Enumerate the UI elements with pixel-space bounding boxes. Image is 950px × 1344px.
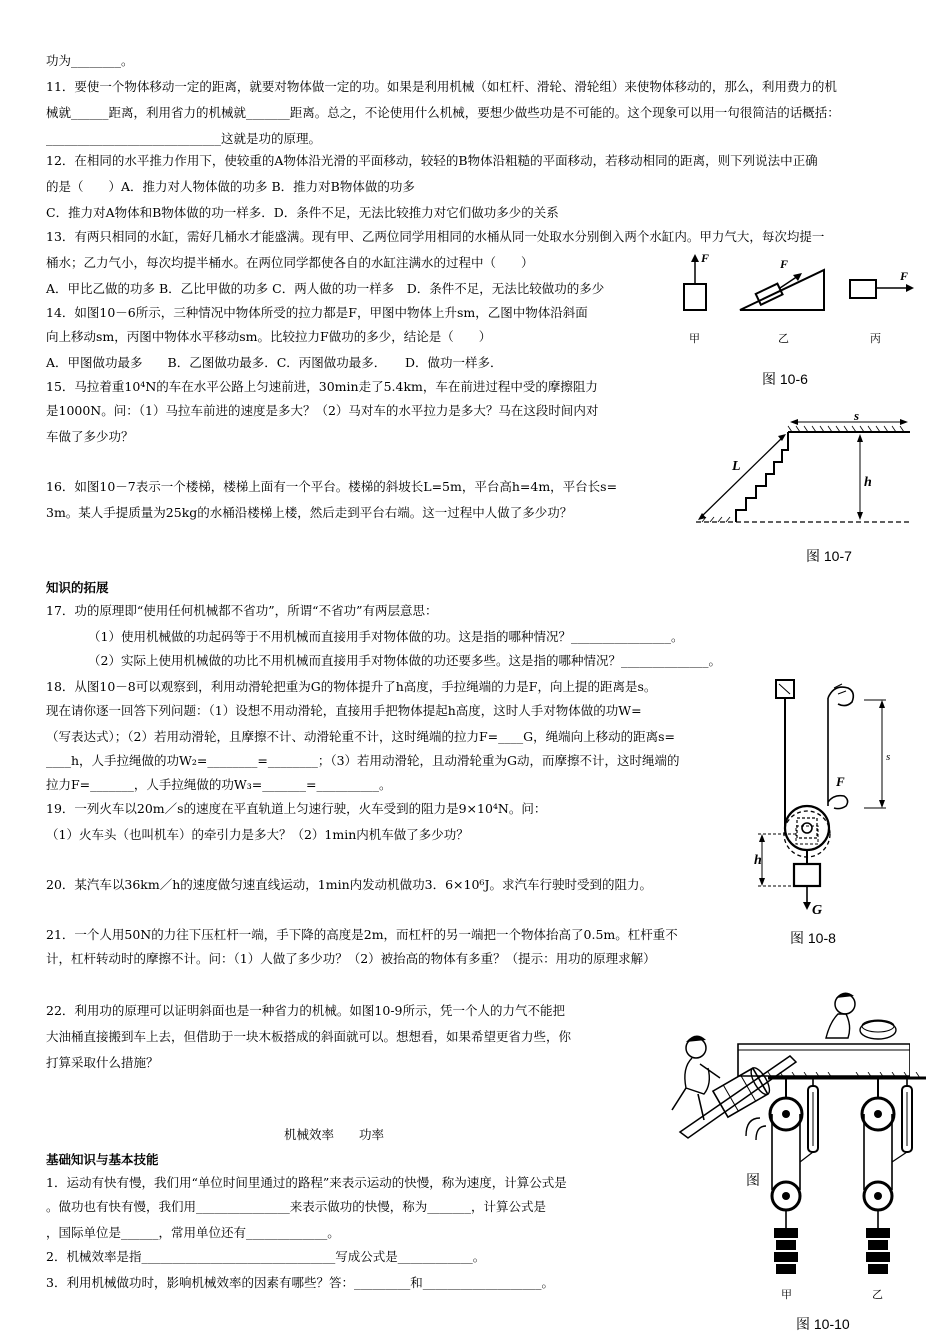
dimension-label-s: s	[886, 751, 891, 763]
question-11: 11．要使一个物体移动一定的距离，就要对物体做一定的功。如果是利用机械（如杠杆、滑轮、滑轮组）来使物体移动的，那么，利用费力的机	[46, 79, 837, 94]
section-heading: 基础知识与基本技能	[46, 1152, 159, 1167]
question-16: 16．如图10－7表示一个楼梯，楼梯上面有一个平台。楼梯的斜坡长L=5m，平台高h=4m，平台长s=	[46, 479, 618, 494]
force-label: F	[900, 269, 909, 283]
figure-label-yi: 乙	[778, 332, 789, 345]
section-heading: 知识的拓展	[46, 580, 109, 595]
question-18: 18．从图10－8可以观察到，利用动滑轮把重为G的物体提升了h高度，手拉绳端的力是F，向上提的距离是s。	[46, 679, 657, 694]
figure-10-7	[688, 414, 913, 529]
question-14: 14．如图10－6所示，三种情况中物体所受的拉力都是F，甲图中物体上升sm，乙图中物体沿斜面	[46, 305, 588, 320]
text-line: （写表达式）；（2）若用动滑轮，且摩擦不计、动滑轮重不计，这时绳端的拉力F=____G，绳端向上移动的距离s=	[46, 729, 675, 744]
basic-question-2: 2．机械效率是指_______________________________写成公式是____________。	[46, 1249, 486, 1264]
question-22: 22．利用功的原理可以证明斜面也是一种省力的机械。如图10-9所示，凭一个人的力气不能把	[46, 1003, 565, 1018]
figure-10-8	[752, 676, 902, 921]
dimension-label-h: h	[864, 475, 872, 490]
text-line: （1）使用机械做的功起码等于不用机械而直接用手对物体做的功。这是指的哪种情况？________________。	[88, 629, 684, 644]
basic-question-3: 3．利用机械做功时，影响机械效率的因素有哪些？答：_________和___________________。	[46, 1275, 554, 1290]
force-label: F	[780, 257, 789, 271]
text-line: 械就______距离，利用省力的机械就_______距离。总之，不论使用什么机械，要想少做些功是不可能的。这个现象可以用一句很简洁的话概括：	[46, 105, 840, 120]
text-line: A．甲比乙做的功多 B．乙比甲做的功多 C．两人做的功一样多 D．条件不足，无法比较做功的多少	[46, 281, 605, 296]
text-line: 向上移动sm，丙图中物体水平移动sm。比较拉力F做功的多少，结论是（ ）	[46, 329, 492, 344]
text-line: ____________________________这就是功的原理。	[46, 131, 322, 146]
figure-caption: 图	[746, 1172, 760, 1188]
question-21: 21．一个人用50N的力往下压杠杆一端，手下降的高度是2m，而杠杆的另一端把一个物体抬高了0.5m。杠杆重不	[46, 927, 678, 942]
text-line: 3m。某人手提质量为25kg的水桶沿楼梯上楼，然后走到平台右端。这一过程中人做了多少功？	[46, 505, 573, 520]
text-line: （1）火车头（也叫机车）的牵引力是多大？（2）1min内机车做了多少功？	[46, 827, 469, 842]
question-19: 19．一列火车以20m／s的速度在平直轨道上匀速行驶，火车受到的阻力是9×10⁴N。问：	[46, 801, 547, 816]
text-line: 车做了多少功？	[46, 429, 134, 444]
question-13: 13．有两只相同的水缸，需好几桶水才能盛满。现有甲、乙两位同学用相同的水桶从同一处取水分别倒入两个水缸内。甲力气大，每次均提一	[46, 229, 825, 244]
weight-label-G: G	[812, 903, 823, 918]
figure-label-bing: 丙	[870, 332, 881, 345]
text-line: （2）实际上使用机械做的功比不用机械而直接用手对物体做的功还要多些。这是指的哪种情况？______________。	[88, 653, 721, 668]
question-20: 20．某汽车以36km／h的速度做匀速直线运动，1min内发动机做功3．6×10⁶J。求汽车行驶时受到的阻力。	[46, 877, 652, 892]
dimension-label-h: h	[754, 853, 762, 868]
force-label: F	[701, 252, 710, 265]
dimension-label-s: s	[854, 414, 860, 423]
question-17: 17．功的原理即“使用任何机械都不省功”，所谓“不省功”有两层意思：	[46, 603, 438, 618]
text-line: 大油桶直接搬到车上去，但借助于一块木板搭成的斜面就可以。想想看，如果希望更省力些，你	[46, 1029, 572, 1044]
text-line: 现在请你逐一回答下列问题：（1）设想不用动滑轮，直接用手把物体提起h高度，这时人手对物体做的功W=	[46, 703, 642, 718]
question-12: 12．在相同的水平推力作用下，使较重的A物体沿光滑的平面移动，较轻的B物体沿粗糙的平面移动，若移动相同的距离，则下列说法中正确	[46, 153, 818, 168]
figure-10-6	[678, 252, 928, 352]
text-line: 是1000N。问：（1）马拉车前进的速度是多大？（2）马对车的水平拉力是多大？马在这段时间内对	[46, 403, 599, 418]
text-line: ____h，人手拉绳做的功W₂=________=________；（3）若用动滑轮，且动滑轮重为G动，而摩擦不计，这时绳端的	[46, 753, 680, 768]
figure-label-yi: 乙	[872, 1288, 883, 1301]
text-line: C．推力对A物体和B物体做的功一样多．D．条件不足，无法比较推力对它们做功多少的关系	[46, 205, 559, 220]
figure-caption: 图 10-10	[796, 1316, 850, 1332]
text-line: A．甲图做功最多 B．乙图做功最多．C．丙图做功最多． D．做功一样多．	[46, 355, 503, 370]
dimension-label-L: L	[732, 459, 741, 474]
question-15: 15．马拉着重10⁴N的车在水平公路上匀速前进，30min走了5.4km，车在前进过程中受的摩擦阻力	[46, 379, 598, 394]
text-line: ，国际单位是______，常用单位还有_____________。	[46, 1225, 340, 1240]
text-line: 的是（ ）A．推力对人物体做的功多 B．推力对B物体做的功多	[46, 179, 415, 194]
force-label-F: F	[836, 774, 845, 789]
text-line: 拉力F=_______，人手拉绳做的功W₃=_______=__________。	[46, 777, 392, 792]
figure-label-jia: 甲	[689, 332, 700, 345]
text-line: 。做功也有快有慢，我们用_______________来表示做功的快慢，称为_______，计算公式是	[46, 1199, 547, 1214]
figure-caption: 图 10-6	[762, 371, 808, 387]
basic-question-1: 1．运动有快有慢，我们用“单位时间里通过的路程”来表示运动的快慢，称为速度，计算公式是	[46, 1175, 567, 1190]
text-line: 打算采取什么措施？	[46, 1055, 159, 1070]
figure-10-10	[764, 1072, 929, 1308]
text-line: 功为________。	[46, 53, 134, 68]
text-line: 计，杠杆转动时的摩擦不计。问：（1）人做了多少功？（2）被抬高的物体有多重？（提示：用功的原理求解）	[46, 951, 656, 966]
figure-caption: 图 10-8	[790, 930, 836, 946]
text-line: 桶水；乙力气小，每次均提半桶水。在两位同学都使各自的水缸注满水的过程中（ ）	[46, 255, 534, 270]
section-title: 机械效率 功率	[284, 1127, 385, 1142]
figure-label-jia: 甲	[781, 1288, 792, 1301]
figure-caption: 图 10-7	[806, 548, 852, 564]
